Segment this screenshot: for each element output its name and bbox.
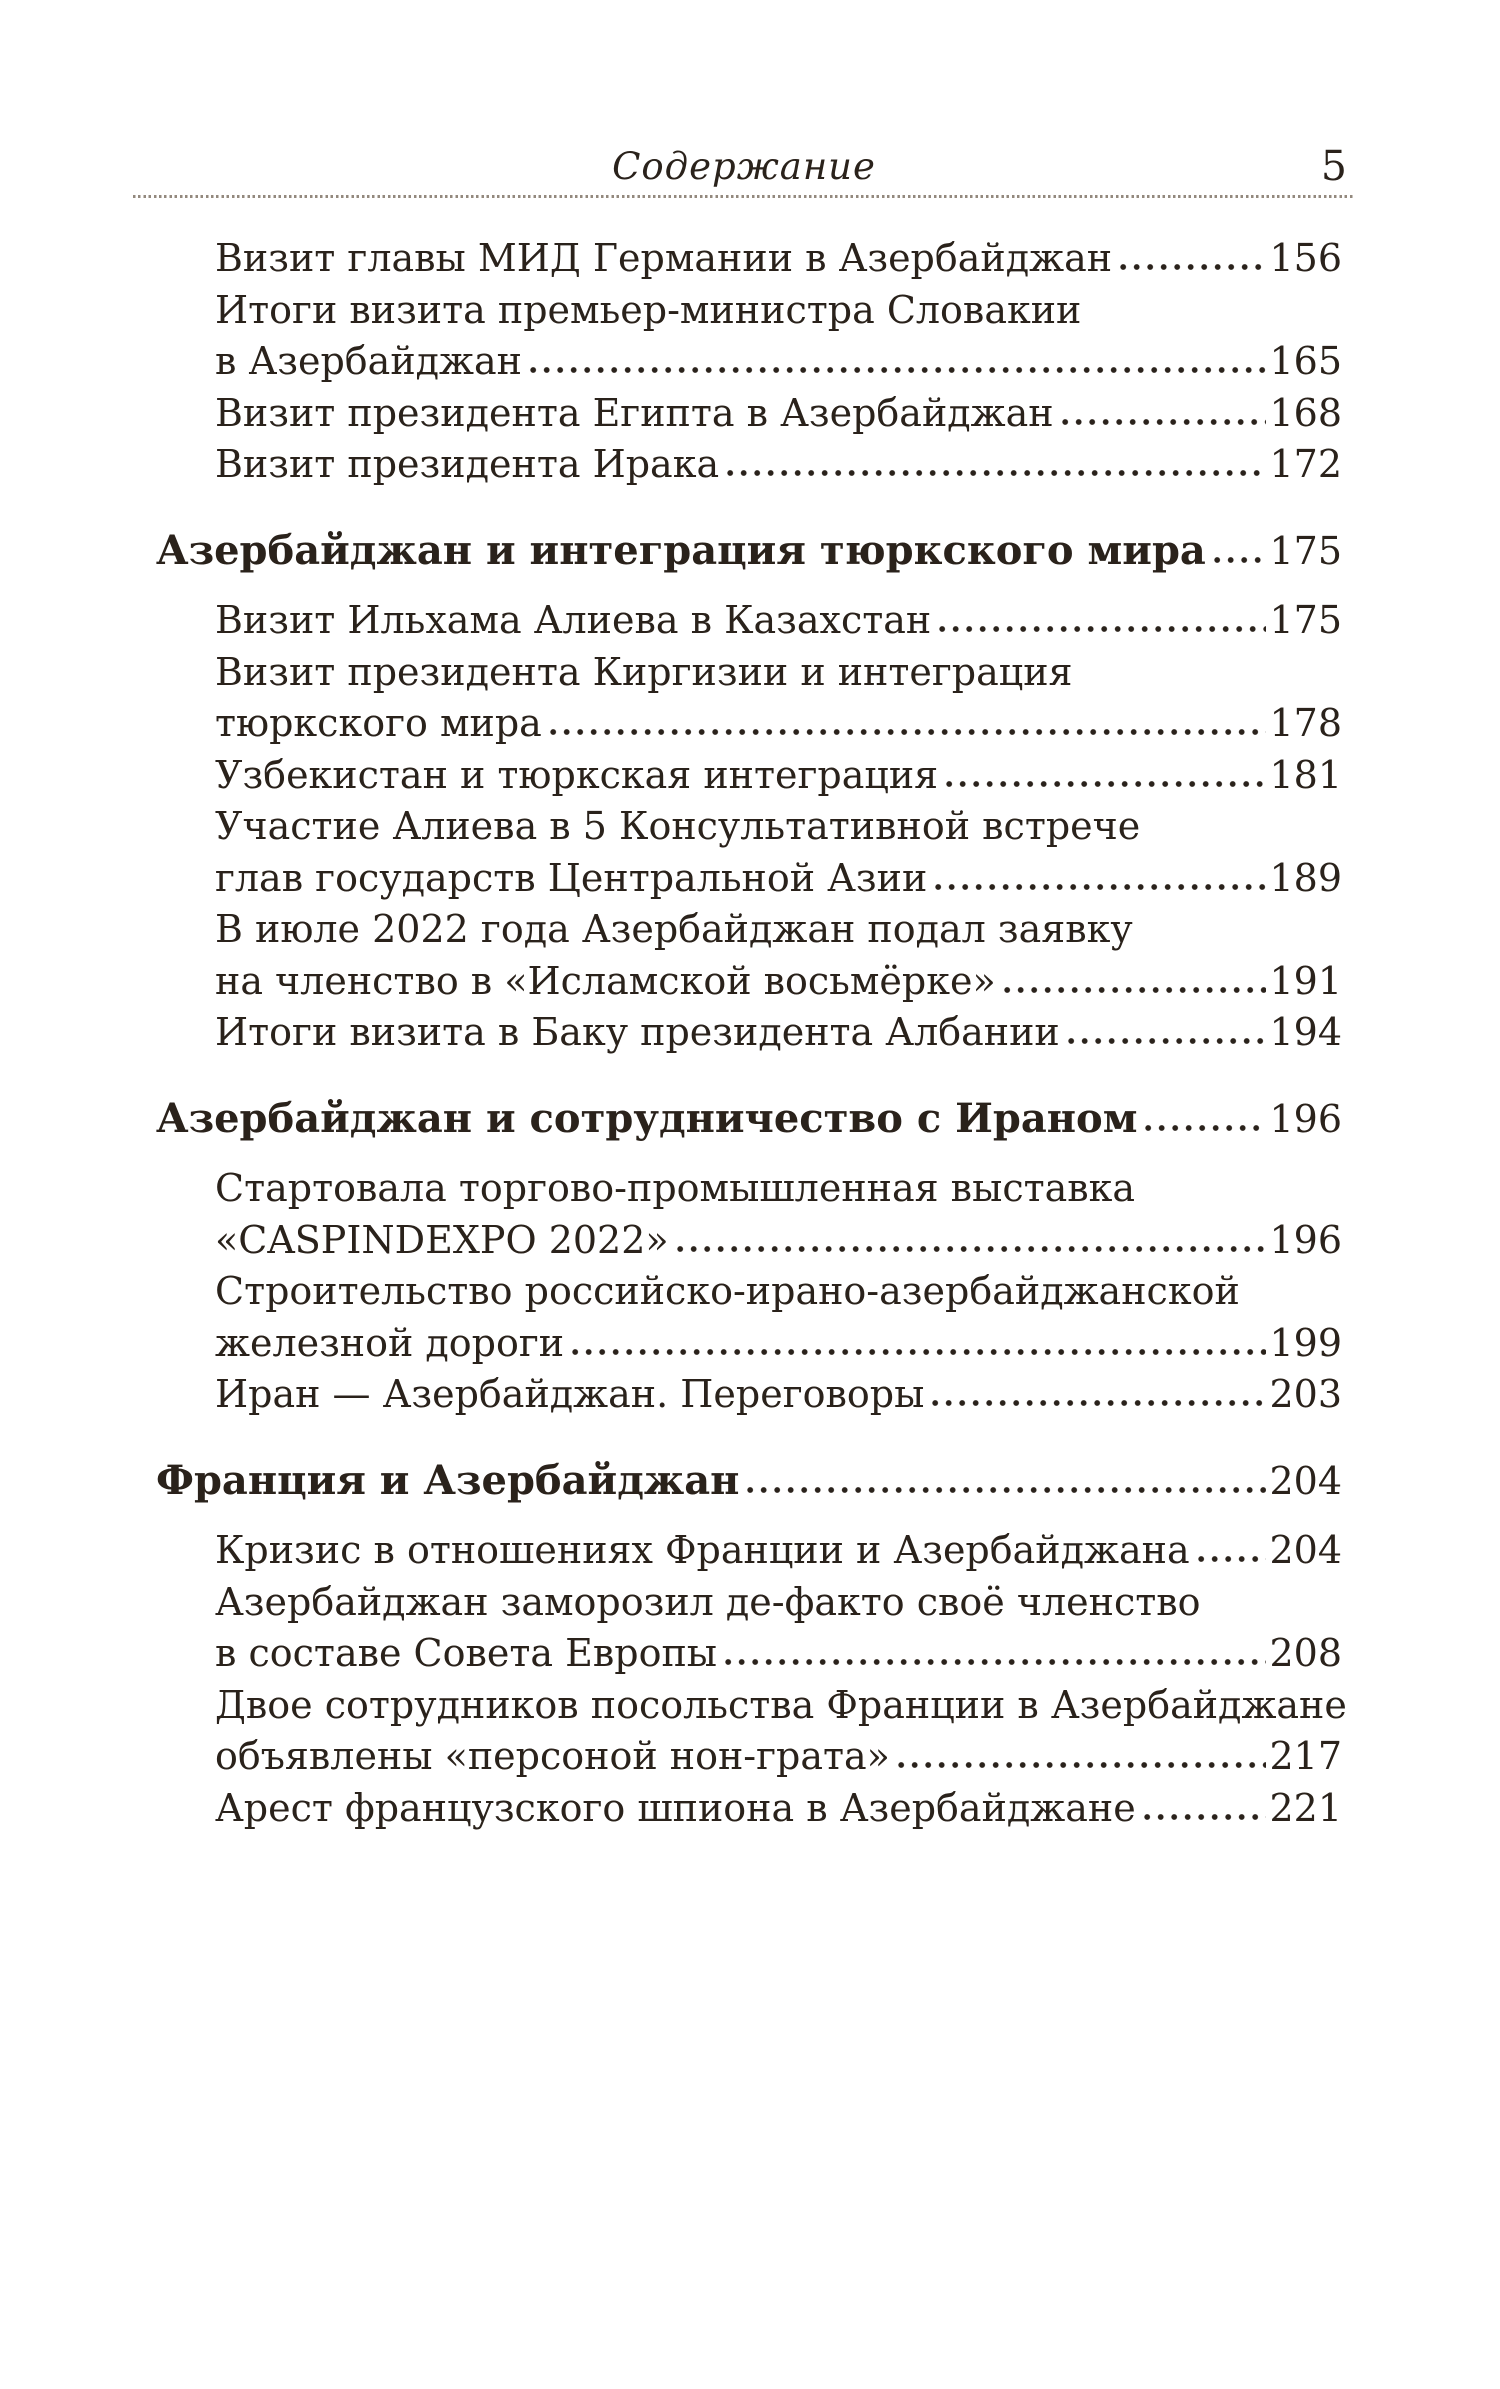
dotted-leader [529, 366, 1266, 374]
toc-line-text: глав государств Центральной Азии [215, 855, 928, 900]
toc-entry [133, 1577, 1355, 1680]
toc-page-number: 203 [1269, 1372, 1342, 1416]
toc-line-text: на членство в «Исламской восьмёрке» [215, 958, 996, 1003]
toc-line [133, 285, 1355, 337]
toc-page-number: 156 [1269, 236, 1342, 280]
dotted-leader [934, 883, 1266, 891]
toc-page-number: 172 [1269, 442, 1342, 486]
toc-page-number: 181 [1269, 752, 1342, 797]
toc-line [133, 1215, 1355, 1267]
toc-line-text: в Азербайджан [215, 339, 522, 383]
dotted-leader [676, 1245, 1267, 1253]
dotted-leader [726, 469, 1266, 477]
toc-section-heading [133, 525, 1355, 578]
toc-page-number: 217 [1269, 1734, 1342, 1778]
page-content [133, 0, 1355, 1834]
dotted-leader [897, 1761, 1267, 1769]
toc-entry [133, 595, 1355, 647]
toc-page-number: 199 [1269, 1320, 1342, 1365]
toc-entry [133, 439, 1355, 491]
toc-page-number: 165 [1269, 339, 1342, 383]
toc-page-number: 196 [1269, 1217, 1342, 1262]
dotted-leader [1003, 986, 1267, 994]
toc-entry [133, 1266, 1355, 1369]
toc-line-text: тюркского мира [215, 701, 542, 745]
toc-entry [133, 1007, 1355, 1059]
toc-line-text: Франция и Азербайджан [156, 1456, 740, 1504]
toc-section-heading [133, 1093, 1355, 1146]
toc-line [133, 1318, 1355, 1370]
toc-line-text: Участие Алиева в 5 Консультативной встрече [215, 804, 1141, 848]
toc-line [133, 1007, 1355, 1059]
toc-line-text: Арест французского шпиона в Азербайджане [215, 1785, 1136, 1830]
toc-entry [133, 750, 1355, 802]
toc-page-number: 191 [1269, 958, 1342, 1003]
toc-entry [133, 285, 1355, 388]
toc-line-text: в составе Совета Европы [215, 1631, 718, 1675]
toc-line [133, 525, 1355, 578]
toc-page-number: 175 [1269, 598, 1342, 642]
toc-line-text: Визит президента Ирака [215, 442, 720, 486]
toc-line-text: железной дороги [215, 1320, 565, 1365]
toc-line [133, 801, 1355, 853]
toc-page-number: 168 [1269, 390, 1342, 435]
dotted-leader [1213, 556, 1267, 564]
toc-line [133, 647, 1355, 699]
toc-entry [133, 1680, 1355, 1783]
toc-page-number: 194 [1269, 1010, 1342, 1054]
dotted-leader [1067, 1037, 1267, 1045]
toc-line [133, 1266, 1355, 1318]
toc-line-text: Двое сотрудников посольства Франции в Азербайджане [215, 1682, 1347, 1727]
toc-line-text: Визит президента Киргизии и интеграция [215, 649, 1073, 694]
dotted-leader [724, 1658, 1266, 1666]
dotted-leader [549, 728, 1267, 736]
toc-entry [133, 1369, 1355, 1421]
toc-line [133, 1525, 1355, 1577]
dotted-leader [945, 780, 1266, 788]
toc-line [133, 336, 1355, 388]
toc-line-text: Строительство российско-ирано-азербайджанской [215, 1269, 1240, 1313]
toc-line [133, 233, 1355, 285]
toc-section-heading [133, 1455, 1355, 1508]
toc-line-text: Азербайджан заморозил де-факто своё членство [215, 1579, 1201, 1624]
toc-line-text: Кризис в отношениях Франции и Азербайджана [215, 1528, 1190, 1572]
toc-page-number: 189 [1269, 855, 1342, 900]
dotted-leader [746, 1486, 1266, 1494]
toc-line [133, 439, 1355, 491]
dotted-leader [931, 1399, 1266, 1407]
toc-line [133, 904, 1355, 956]
toc-line-text: Визит президента Египта в Азербайджан [215, 390, 1054, 435]
toc-page-number: 178 [1269, 701, 1342, 745]
toc-entry [133, 1783, 1355, 1835]
toc-line-text: Стартовала торгово-промышленная выставка [215, 1166, 1136, 1210]
toc-line [133, 1680, 1355, 1732]
toc-line-text: Азербайджан и интеграция тюркского мира [156, 526, 1206, 574]
toc-list [133, 198, 1355, 1834]
toc-page-number: 204 [1269, 1528, 1342, 1572]
toc-line [133, 853, 1355, 905]
toc-line [133, 1163, 1355, 1215]
dotted-leader [1119, 263, 1266, 271]
toc-line-text: объявлены «персоной нон-грата» [215, 1734, 890, 1778]
toc-line [133, 1369, 1355, 1421]
toc-entry [133, 1525, 1355, 1577]
toc-line [133, 1455, 1355, 1508]
toc-entry [133, 904, 1355, 1007]
toc-page-number: 204 [1269, 1458, 1342, 1503]
dotted-leader [1144, 1124, 1266, 1132]
toc-line [133, 1783, 1355, 1835]
toc-page-number: 196 [1269, 1096, 1342, 1141]
dotted-leader [571, 1348, 1266, 1356]
toc-entry [133, 233, 1355, 285]
toc-line [133, 956, 1355, 1008]
header-rule [133, 195, 1355, 198]
toc-line-text: Узбекистан и тюркская интеграция [215, 752, 939, 797]
toc-page-number: 208 [1269, 1631, 1342, 1675]
toc-entry [133, 801, 1355, 904]
dotted-leader [1143, 1813, 1267, 1821]
toc-entry [133, 388, 1355, 440]
toc-line [133, 698, 1355, 750]
toc-page-number: 221 [1269, 1785, 1342, 1830]
page-number: 5 [1320, 142, 1347, 190]
toc-line [133, 388, 1355, 440]
toc-line [133, 595, 1355, 647]
toc-page-number: 175 [1269, 528, 1342, 573]
dotted-leader [938, 625, 1266, 633]
dotted-leader [1197, 1555, 1267, 1563]
toc-line-text: Итоги визита премьер-министра Словакии [215, 287, 1082, 332]
toc-line [133, 1577, 1355, 1629]
toc-line-text: Визит главы МИД Германии в Азербайджан [215, 236, 1113, 280]
toc-line-text: В июле 2022 года Азербайджан подал заявку [215, 907, 1133, 951]
toc-line-text: Иран — Азербайджан. Переговоры [215, 1372, 925, 1416]
toc-line [133, 1731, 1355, 1783]
toc-line-text: Азербайджан и сотрудничество с Ираном [156, 1094, 1138, 1142]
toc-entry [133, 647, 1355, 750]
running-head-title: Содержание [612, 145, 876, 188]
dotted-leader [1061, 418, 1267, 426]
toc-entry [133, 1163, 1355, 1266]
toc-line-text: Визит Ильхама Алиева в Казахстан [215, 598, 932, 642]
toc-line [133, 750, 1355, 802]
toc-line [133, 1628, 1355, 1680]
toc-line-text: Итоги визита в Баку президента Албании [215, 1010, 1060, 1054]
toc-line [133, 1093, 1355, 1146]
page-header [133, 0, 1355, 198]
toc-line-text: «CASPINDEXPO 2022» [215, 1217, 669, 1262]
